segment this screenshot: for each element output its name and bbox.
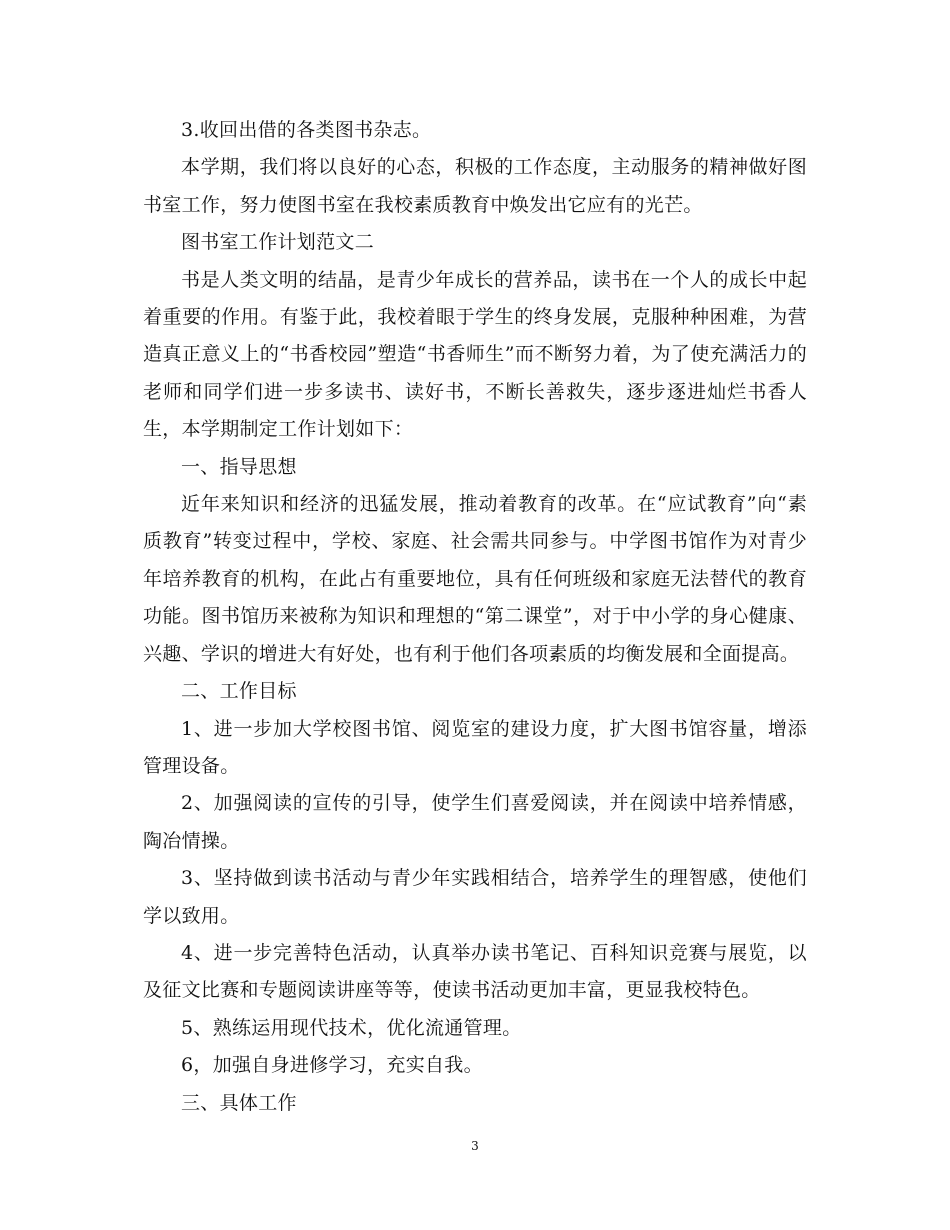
goal-item-6: 6，加强自身进修学习，充实自我。	[181, 1054, 483, 1077]
document-body	[143, 112, 807, 1122]
section-title-sample-two: 图书室工作计划范文二	[181, 231, 375, 254]
paragraph-introduction: 书是人类文明的结晶，是青少年成长的营养品，读书在一个人的成长中起着重要的作用。有鉴于此，我校着眼于学生的终身发展，克服种种困难，为营造真正意义上的“书香校园”塑造“书香师生”而不断努力着，为了使充满活力的老师和同学们进一步多读书、读好书，不断长善救失，逐步逐进灿烂书香人生，本学期制定工作计划如下：	[143, 268, 807, 441]
goal-item-3: 3、坚持做到读书活动与青少年实践相结合，培养学生的理智感，使他们学以致用。	[143, 867, 807, 927]
goal-item-1: 1、进一步加大学校图书馆、阅览室的建设力度，扩大图书馆容量，增添管理设备。	[143, 717, 807, 777]
heading-specific-work: 三、具体工作	[181, 1091, 297, 1114]
heading-work-goals: 二、工作目标	[181, 680, 297, 703]
paragraph-guiding-thought: 近年来知识和经济的迅猛发展，推动着教育的改革。在“应试教育”向“素质教育”转变过程中，学校、家庭、社会需共同参与。中学图书馆作为对青少年培养教育的机构，在此占有重要地位，具有任何班级和家庭无法替代的教育功能。图书馆历来被称为知识和理想的“第二课堂”，对于中小学的身心健康、兴趣、学识的增进大有好处，也有利于他们各项素质的均衡发展和全面提高。	[143, 493, 807, 665]
paragraph-semester-intent: 本学期，我们将以良好的心态，积极的工作态度，主动服务的精神做好图书室工作，努力使图书室在我校素质教育中焕发出它应有的光芒。	[143, 156, 807, 216]
goal-item-4: 4、进一步完善特色活动，认真举办读书笔记、百科知识竞赛与展览，以及征文比赛和专题阅读讲座等等，使读书活动更加丰富，更显我校特色。	[143, 941, 807, 1002]
heading-guiding-thought: 一、指导思想	[181, 455, 297, 478]
page-number: 3	[471, 1139, 479, 1153]
paragraph-return-books: 3.收回出借的各类图书杂志。	[181, 119, 432, 141]
goal-item-2: 2、加强阅读的宣传的引导，使学生们喜爱阅读，并在阅读中培养情感，陶冶情操。	[143, 792, 807, 852]
goal-item-5: 5、熟练运用现代技术，优化流通管理。	[181, 1016, 522, 1039]
